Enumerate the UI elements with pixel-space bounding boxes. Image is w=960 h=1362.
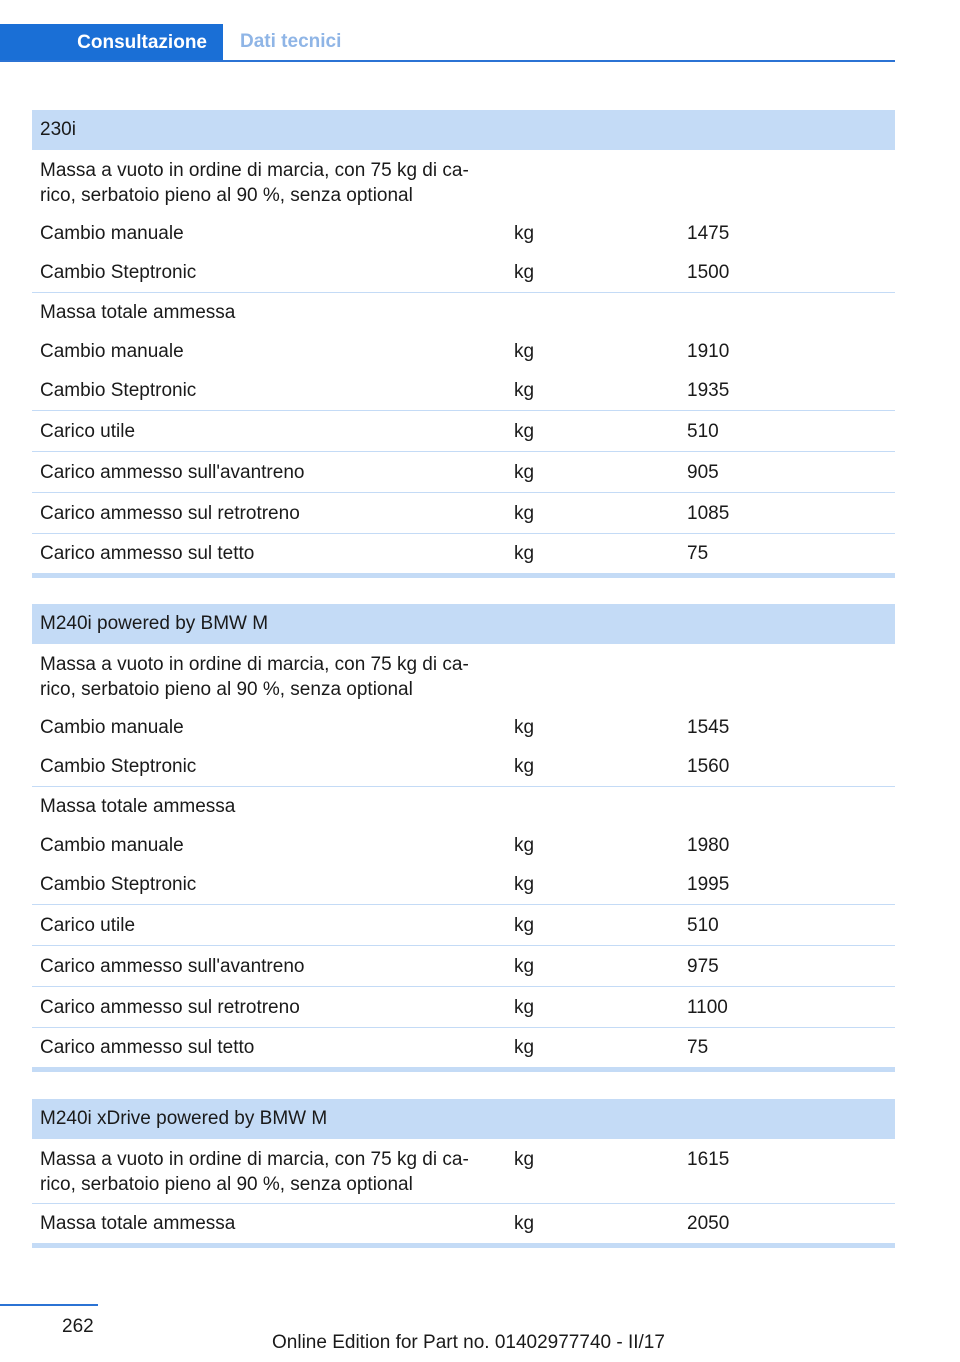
row-label: Cambio manuale — [40, 341, 184, 362]
row-unit: kg — [514, 835, 535, 856]
table-bottom-rule — [32, 573, 895, 578]
table-row — [32, 826, 895, 865]
row-label: Cambio Steptronic — [40, 756, 197, 777]
row-label: Cambio manuale — [40, 835, 184, 856]
row-unit: kg — [514, 223, 535, 244]
table-row — [32, 1028, 895, 1067]
table-row — [32, 371, 895, 411]
row-unit: kg — [514, 996, 535, 1018]
row-label: Carico ammesso sul tetto — [40, 1037, 255, 1058]
row-unit: kg — [514, 380, 535, 401]
row-value: 905 — [687, 461, 719, 483]
row-value: 1545 — [687, 717, 730, 738]
table-row — [32, 332, 895, 371]
table-row — [32, 905, 895, 946]
spec-table-230i — [32, 110, 895, 578]
row-value: 1100 — [687, 996, 728, 1018]
table-row — [32, 708, 895, 747]
row-value: 1085 — [687, 502, 730, 524]
page-header — [0, 24, 895, 62]
row-label: Massa totale ammessa — [40, 302, 236, 323]
table-row — [32, 987, 895, 1028]
header-rule — [0, 60, 895, 62]
table-row — [32, 493, 895, 534]
row-value: 1980 — [687, 835, 730, 856]
row-unit: kg — [514, 502, 535, 524]
row-unit: kg — [514, 420, 535, 442]
row-unit: kg — [514, 543, 535, 564]
table-title: M240i xDrive powered by BMW M — [32, 1099, 895, 1139]
row-label: Cambio Steptronic — [40, 874, 197, 895]
row-label: Carico ammesso sull'avantreno — [40, 955, 305, 977]
row-label: Massa totale ammessa — [40, 1213, 236, 1234]
table-row — [32, 411, 895, 452]
spec-table-m240i-xdrive — [32, 1099, 895, 1248]
table-row — [32, 452, 895, 493]
row-label: Cambio manuale — [40, 223, 184, 244]
row-value: 2050 — [687, 1213, 730, 1234]
row-unit: kg — [514, 262, 535, 283]
table-row — [32, 1139, 895, 1204]
table-row — [32, 253, 895, 293]
table-row — [32, 1204, 895, 1243]
row-label: Massa totale ammessa — [40, 796, 236, 817]
row-label: Massa a vuoto in ordine di marcia, con 75 kg di ca- rico, serbatoio pieno al 90 %, senza optional — [40, 160, 469, 206]
row-label: Cambio Steptronic — [40, 262, 197, 283]
row-label: Cambio Steptronic — [40, 380, 197, 401]
footer-rule — [0, 1304, 98, 1306]
table-title: 230i — [32, 110, 895, 150]
row-value: 975 — [687, 955, 719, 977]
row-unit: kg — [514, 461, 535, 483]
table-row — [32, 150, 895, 214]
row-value: 1935 — [687, 380, 730, 401]
row-value: 1475 — [687, 223, 730, 244]
row-value: 75 — [687, 543, 709, 564]
row-label: Carico ammesso sul tetto — [40, 543, 255, 564]
table-bottom-rule — [32, 1067, 895, 1072]
row-value: 510 — [687, 420, 719, 442]
row-label: Carico ammesso sul retrotreno — [40, 502, 300, 524]
spec-table-m240i — [32, 604, 895, 1072]
table-row — [32, 946, 895, 987]
row-unit: kg — [514, 756, 535, 777]
table-row — [32, 534, 895, 573]
table-row — [32, 747, 895, 787]
row-label: Massa a vuoto in ordine di marcia, con 75 kg di ca- rico, serbatoio pieno al 90 %, senza optional — [40, 654, 469, 700]
row-unit: kg — [514, 914, 535, 936]
table-row — [32, 293, 895, 332]
table-title: M240i powered by BMW M — [32, 604, 895, 644]
row-label: Massa a vuoto in ordine di marcia, con 75 kg di ca- rico, serbatoio pieno al 90 %, senza optional — [40, 1149, 469, 1195]
row-value: 1560 — [687, 756, 730, 777]
tab-consultazione[interactable]: Consultazione — [0, 24, 223, 62]
table-bottom-rule — [32, 1243, 895, 1248]
row-label: Carico ammesso sull'avantreno — [40, 461, 305, 483]
tab-dati-tecnici[interactable]: Dati tecnici — [240, 31, 342, 52]
row-unit: kg — [514, 341, 535, 362]
row-label: Carico ammesso sul retrotreno — [40, 996, 300, 1018]
table-row — [32, 214, 895, 253]
row-label: Cambio manuale — [40, 717, 184, 738]
page-number: 262 — [62, 1316, 94, 1337]
row-unit: kg — [514, 1037, 535, 1058]
row-label: Carico utile — [40, 420, 136, 442]
row-label: Carico utile — [40, 914, 136, 936]
table-row — [32, 644, 895, 708]
table-row — [32, 787, 895, 826]
row-value: 1615 — [687, 1149, 730, 1170]
row-unit: kg — [514, 955, 535, 977]
table-row — [32, 865, 895, 905]
row-value: 1995 — [687, 874, 730, 895]
row-value: 1500 — [687, 262, 730, 283]
row-unit: kg — [514, 874, 535, 895]
edition-note: Online Edition for Part no. 01402977740 - II/17 — [272, 1332, 665, 1353]
row-unit: kg — [514, 1213, 535, 1234]
row-value: 75 — [687, 1037, 709, 1058]
row-value: 1910 — [687, 341, 730, 362]
row-value: 510 — [687, 914, 719, 936]
row-unit: kg — [514, 717, 535, 738]
row-unit: kg — [514, 1149, 535, 1170]
